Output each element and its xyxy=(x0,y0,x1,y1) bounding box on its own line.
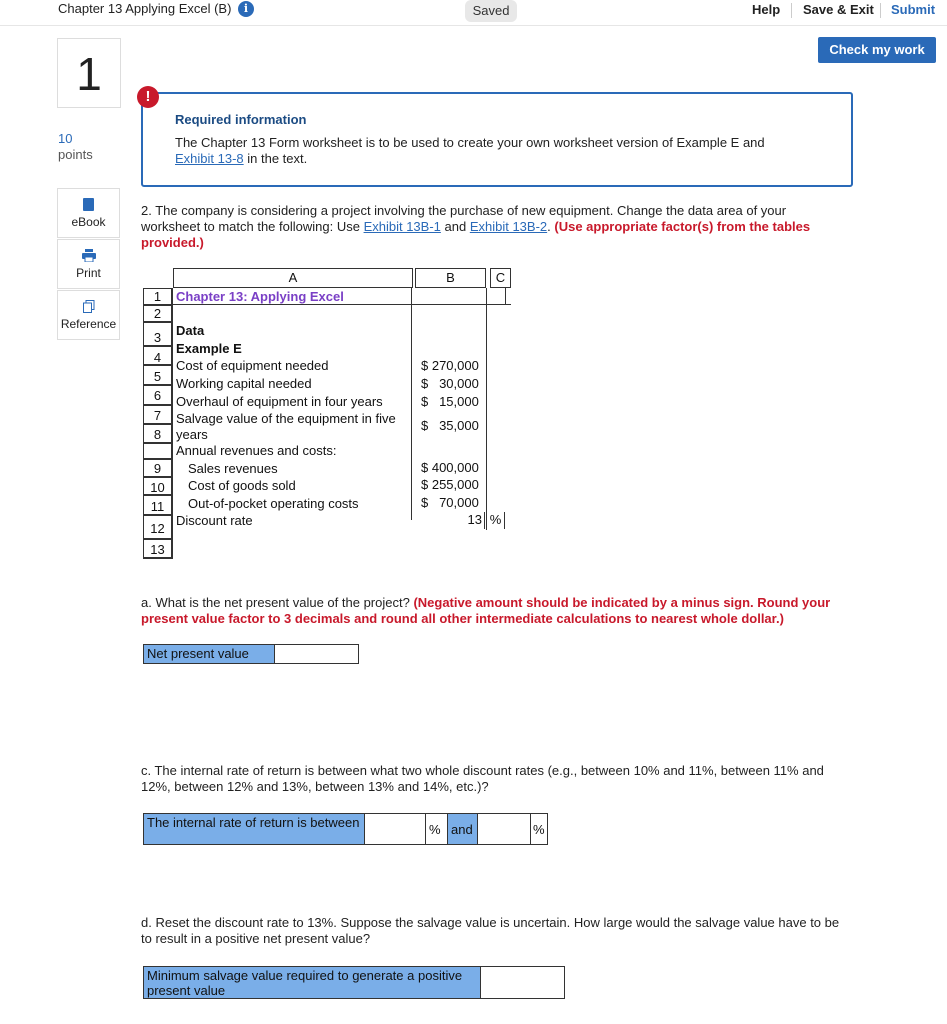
discount-rate-value: 13 xyxy=(415,512,485,529)
net-present-value-label: Net present value xyxy=(143,644,275,664)
required-information-box xyxy=(141,92,853,187)
chapter-title: Chapter 13 Applying Excel (B) xyxy=(58,1,232,16)
print-label: Print xyxy=(76,266,101,280)
ebook-button[interactable] xyxy=(57,188,120,238)
row-number: 7 xyxy=(143,405,172,424)
irr-upper-unit: % xyxy=(530,813,548,845)
printer-icon xyxy=(58,249,119,263)
working-capital-label: Working capital needed xyxy=(176,376,312,391)
exhibit-13b-2-link[interactable]: Exhibit 13B-2 xyxy=(469,219,548,234)
saved-status-badge: Saved xyxy=(465,0,517,22)
part-d-prompt: d. Reset the discount rate to 13%. Suppose the salvage value is uncertain. How large would the salvage value have to be to result in a positive net present value? xyxy=(141,915,840,946)
column-header-a: A xyxy=(173,268,413,288)
sheet-title: Chapter 13: Applying Excel xyxy=(176,289,344,304)
row-number: 2 xyxy=(143,305,172,322)
out-of-pocket-value: $ 70,000 xyxy=(421,495,479,510)
required-info-title: Required information xyxy=(175,112,307,127)
check-my-work-button[interactable]: Check my work xyxy=(818,37,936,63)
salvage-value: $ 35,000 xyxy=(421,418,479,433)
annual-revenues-label: Annual revenues and costs: xyxy=(176,443,337,458)
irr-lower-rate-input[interactable] xyxy=(364,813,426,845)
discount-rate-unit: % xyxy=(487,512,505,529)
sales-revenues-value: $ 400,000 xyxy=(421,460,479,475)
discount-rate-label: Discount rate xyxy=(176,513,253,528)
row-number: 11 xyxy=(143,495,172,515)
row-number: 6 xyxy=(143,385,172,405)
column-header-b: B xyxy=(415,268,486,288)
info-icon[interactable]: i xyxy=(238,1,254,17)
irr-lower-unit: % xyxy=(425,813,448,845)
question-number: 1 xyxy=(57,38,121,108)
row-number: 4 xyxy=(143,346,172,365)
cost-of-goods-label: Cost of goods sold xyxy=(188,478,296,493)
exhibit-13-8-link[interactable]: Exhibit 13-8 xyxy=(175,151,244,166)
cost-of-goods-value: $ 255,000 xyxy=(421,477,479,492)
row-number: 10 xyxy=(143,477,172,495)
part-c-prompt: c. The internal rate of return is between what two whole discount rates (e.g., between 10% and 11%, between 11% and 12%, between 12% and 13%, between 13% and 14%, etc.)? xyxy=(141,763,824,794)
submit-link[interactable]: Submit xyxy=(891,2,936,17)
irr-upper-rate-input[interactable] xyxy=(477,813,531,845)
alert-icon: ! xyxy=(137,86,159,108)
row-number-spacer xyxy=(143,443,172,459)
print-button[interactable] xyxy=(57,239,120,289)
overhaul-label: Overhaul of equipment in four years xyxy=(176,394,383,409)
required-info-text: The Chapter 13 Form worksheet is to be used to create your own worksheet version of Example E and Exhibit 13-8 in the text. xyxy=(175,135,765,166)
worksheet xyxy=(143,268,513,558)
header-divider xyxy=(791,3,792,18)
row-number: 13 xyxy=(143,539,172,558)
data-heading: Data xyxy=(176,323,205,338)
save-exit-link[interactable]: Save & Exit xyxy=(803,2,874,17)
help-link[interactable]: Help xyxy=(752,2,781,17)
cost-of-equipment-label: Cost of equipment needed xyxy=(176,358,329,373)
exhibit-13b-1-link[interactable]: Exhibit 13B-1 xyxy=(363,219,441,234)
points-label: points xyxy=(58,147,93,162)
row-number: 1 xyxy=(143,288,172,305)
minimum-salvage-value-input[interactable] xyxy=(480,966,565,999)
copy-icon xyxy=(58,300,119,314)
working-capital-value: $ 30,000 xyxy=(421,376,479,391)
reference-button[interactable] xyxy=(57,290,120,340)
row-number: 3 xyxy=(143,322,172,346)
row-number: 8 xyxy=(143,424,172,443)
sales-revenues-label: Sales revenues xyxy=(188,461,278,476)
net-present-value-input[interactable] xyxy=(274,644,359,664)
header-divider xyxy=(880,3,881,18)
irr-between-label: The internal rate of return is between xyxy=(143,813,365,845)
row-number: 9 xyxy=(143,459,172,477)
book-icon xyxy=(58,198,119,212)
row-number: 12 xyxy=(143,515,172,539)
points-value: 10 xyxy=(58,131,73,146)
column-header-c: C xyxy=(490,268,511,288)
question-2-prompt: 2. The company is considering a project involving the purchase of new equipment. Change the data area of your worksheet to match the following: Use Exhibit 13B-1 and Exhibit 13B-2. (Use appropriate factor(s) from the tables provided.) xyxy=(141,203,811,250)
part-a-prompt: a. What is the net present value of the project? (Negative amount should be indicated by a minus sign. Round your present value factor to 3 decimals and round all other intermediate calculations to nearest whole dollar.) xyxy=(141,595,831,626)
overhaul-value: $ 15,000 xyxy=(421,394,479,409)
salvage-label-line1: Salvage value of the equipment in five xyxy=(176,411,396,426)
example-heading: Example E xyxy=(176,341,242,356)
out-of-pocket-label: Out-of-pocket operating costs xyxy=(188,496,359,511)
cost-of-equipment-value: $ 270,000 xyxy=(421,358,479,373)
reference-label: Reference xyxy=(60,317,117,331)
ebook-label: eBook xyxy=(71,215,106,229)
salvage-label-line2: years xyxy=(176,427,208,442)
row-number: 5 xyxy=(143,365,172,385)
minimum-salvage-value-label: Minimum salvage value required to generate a positive present value xyxy=(143,966,481,999)
irr-and-label: and xyxy=(447,813,478,845)
